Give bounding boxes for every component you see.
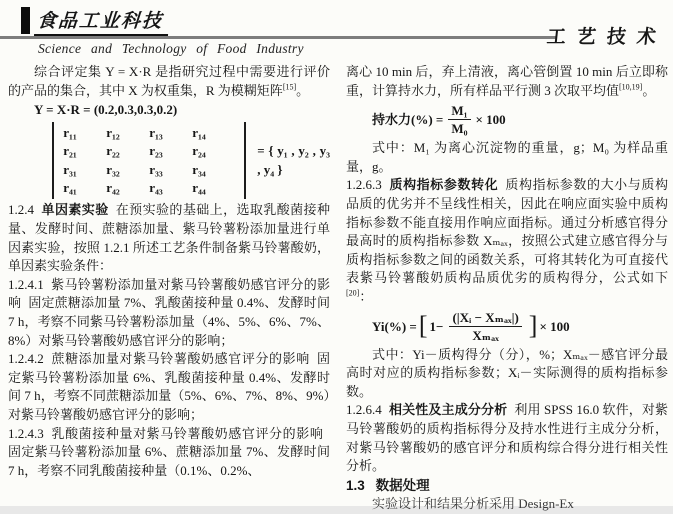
- section-number: 1.2.4.2: [8, 351, 44, 367]
- matrix-cell: r₃₁: [63, 161, 77, 177]
- fraction-denominator: Xₘₐₓ: [472, 327, 499, 343]
- section-body-tail: ：: [359, 288, 373, 304]
- clipped-last-line: 实验设计和结果分析采用 Design-Ex: [372, 496, 574, 512]
- section-title: 单因素实验: [41, 202, 109, 218]
- formula-lhs: 持水力(%) =: [372, 112, 444, 128]
- page-body: [8, 63, 668, 512]
- matrix-cell: r₁₃: [149, 124, 163, 140]
- section-title: 乳酸菌接种量对紫马铃薯酸奶感官评分的影响: [50, 425, 323, 441]
- section-1-2-4-1: [8, 276, 330, 350]
- section-number: 1.3: [346, 477, 365, 493]
- section-number: 1.2.4.3: [8, 425, 44, 441]
- section-body: 固定蔗糖添加量 7%、乳酸菌接种量 0.4%、发酵时间 7 h，考察不同紫马铃薯粉添加量（4%、5%、6%、7%、8%）对紫马铃薯酸奶感官评分的影响；: [8, 295, 330, 348]
- paragraph-text: 。: [296, 82, 310, 98]
- matrix-result: = { y₁ , y₂ , y₃ , y₄ }: [257, 143, 330, 177]
- matrix-cell: r₃₃: [149, 161, 163, 177]
- paragraph-text: 离心 10 min 后，弃上清液，离心管倒置 10 min 后立即称重，计算持水力，所有样品平行测 3 次取平均值: [346, 64, 668, 98]
- formula-rhs: × 100: [539, 318, 570, 334]
- section-1-2-4-2: [8, 350, 330, 424]
- matrix-cell: r₄₃: [149, 180, 163, 195]
- section-title: 蔗糖添加量对紫马铃薯酸奶感官评分的影响: [50, 351, 310, 367]
- right-column: [346, 63, 668, 512]
- section-title: 紫马铃薯粉添加量对紫马铃薯酸奶感官评分的影响: [8, 276, 330, 311]
- paragraph-text: 。: [642, 82, 656, 98]
- logo-bar-decoration: [21, 7, 30, 34]
- section-1-2-6-3: [346, 176, 668, 306]
- journal-logo-cn: 食品工业科技: [34, 6, 170, 36]
- matrix-cell: r₁₂: [106, 124, 120, 140]
- section-title: 数据处理: [375, 477, 430, 493]
- section-number: 1.2.6.3: [346, 177, 382, 193]
- formula-water-holding: [372, 103, 668, 136]
- section-number: 1.2.4: [8, 202, 34, 218]
- matrix-cell: r₂₁: [63, 143, 77, 159]
- fraction-denominator: M₀: [451, 121, 468, 137]
- paragraph-whc-note: 式中：M₁ 为离心沉淀物的重量，g；M₀ 为样品重量，g。: [346, 140, 668, 174]
- section-1-2-6-4: [346, 401, 668, 475]
- citation-ref: [20]: [346, 288, 360, 298]
- citation-ref: [10,19]: [619, 82, 643, 92]
- header-divider: [0, 36, 556, 39]
- paragraph-fuzzy-set: [8, 63, 330, 100]
- matrix-cell: r₁₁: [63, 124, 77, 140]
- formula-lhs: Yi(%) =: [372, 318, 417, 334]
- left-column: [8, 63, 330, 506]
- matrix-cell: r₄₄: [192, 180, 206, 195]
- section-body: 质构指标参数的大小与质构品质的优劣并不呈线性相关，因此在响应面实验中质构指标参数不能直接用作响应面指标。通过分析感官得分最高时的质构指标参数 Xₘₐₓ，按照公式建立感官得分与质构指标参数之间的函数关系，可将其转化为可直接代表紫马铃薯酸奶质构品质优劣的质构得分，公式如下: [346, 177, 668, 286]
- paragraph-centrifuge: [346, 63, 668, 100]
- fraction-numerator: M₁: [448, 103, 470, 120]
- fraction: [449, 310, 521, 343]
- fuzzy-matrix-formula: [52, 122, 330, 200]
- fraction-numerator: (|Xᵢ − Xₘₐₓ|): [449, 310, 521, 327]
- section-number: 1.2.4.1: [8, 276, 44, 292]
- section-body: 利用 SPSS 16.0 软件，对紫马铃薯酸奶的质构指标得分及持水性进行主成分分析，对紫马铃薯酸奶的感官评分和质构综合得分进行相关性分析。: [346, 402, 668, 474]
- matrix-cell: r₁₄: [192, 124, 206, 140]
- formula-term: 1−: [429, 318, 444, 334]
- formula-rhs: × 100: [475, 112, 506, 128]
- matrix-cell: r₄₁: [63, 180, 77, 195]
- fraction: [448, 103, 470, 136]
- matrix-cell: r₄₂: [106, 180, 120, 195]
- section-title: 相关性及主成分分析: [388, 402, 508, 418]
- matrix-cell: r₃₄: [192, 161, 206, 177]
- bracket-open: [: [418, 311, 428, 341]
- column-section-title: 工艺技术: [545, 27, 668, 48]
- matrix-body: [52, 122, 246, 200]
- formula-weight-vector: Y = X·R = (0.2,0.3,0.3,0.2): [34, 102, 178, 118]
- section-body: 固定紫马铃薯粉添加量 6%、乳酸菌接种量 0.4%、发酵时间 7 h，考察不同蔗糖添加量（5%、6%、7%、8%、9%）对紫马铃薯酸奶感官评分的影响；: [8, 351, 330, 422]
- matrix-cell: r₂₂: [106, 143, 120, 159]
- heading-1-3: [346, 477, 668, 496]
- matrix-cell: r₃₂: [106, 161, 120, 177]
- paragraph-text: 综合评定集 Y = X·R 是指研究过程中需要进行评价的产品的集合，其中 X 为权重集，R 为模糊矩阵: [8, 64, 330, 98]
- section-title: 质构指标参数转化: [388, 177, 499, 193]
- section-1-2-4-3: [8, 425, 330, 481]
- paragraph-yi-note: 式中：Yi－质构得分（分），%；Xₘₐₓ－感官评分最高时对应的质构指标参数；Xᵢ－实际测得的质构指标参数。: [346, 346, 668, 399]
- section-body: 在预实验的基础上，选取乳酸菌接种量、发酵时间、蔗糖添加量、紫马铃薯粉添加量进行单因素实验，按照 1.2.1 所述工艺条件制备紫马铃薯酸奶，单因素实验条件：: [8, 202, 330, 274]
- matrix-cell: r₂₄: [192, 143, 206, 159]
- citation-ref: [15]: [282, 82, 297, 92]
- bracket-close: ]: [528, 311, 538, 341]
- section-body: 固定紫马铃薯粉添加量 6%、蔗糖添加量 7%、发酵时间 7 h，考察不同乳酸菌接种量（0.1%、0.2%、: [8, 444, 330, 478]
- section-number: 1.2.6.4: [346, 402, 382, 418]
- section-1-2-4: [8, 201, 330, 275]
- formula-texture-score: [372, 310, 668, 343]
- matrix-cell: r₂₃: [149, 143, 163, 159]
- journal-name-en: Science and Technology of Food Industry: [38, 41, 304, 56]
